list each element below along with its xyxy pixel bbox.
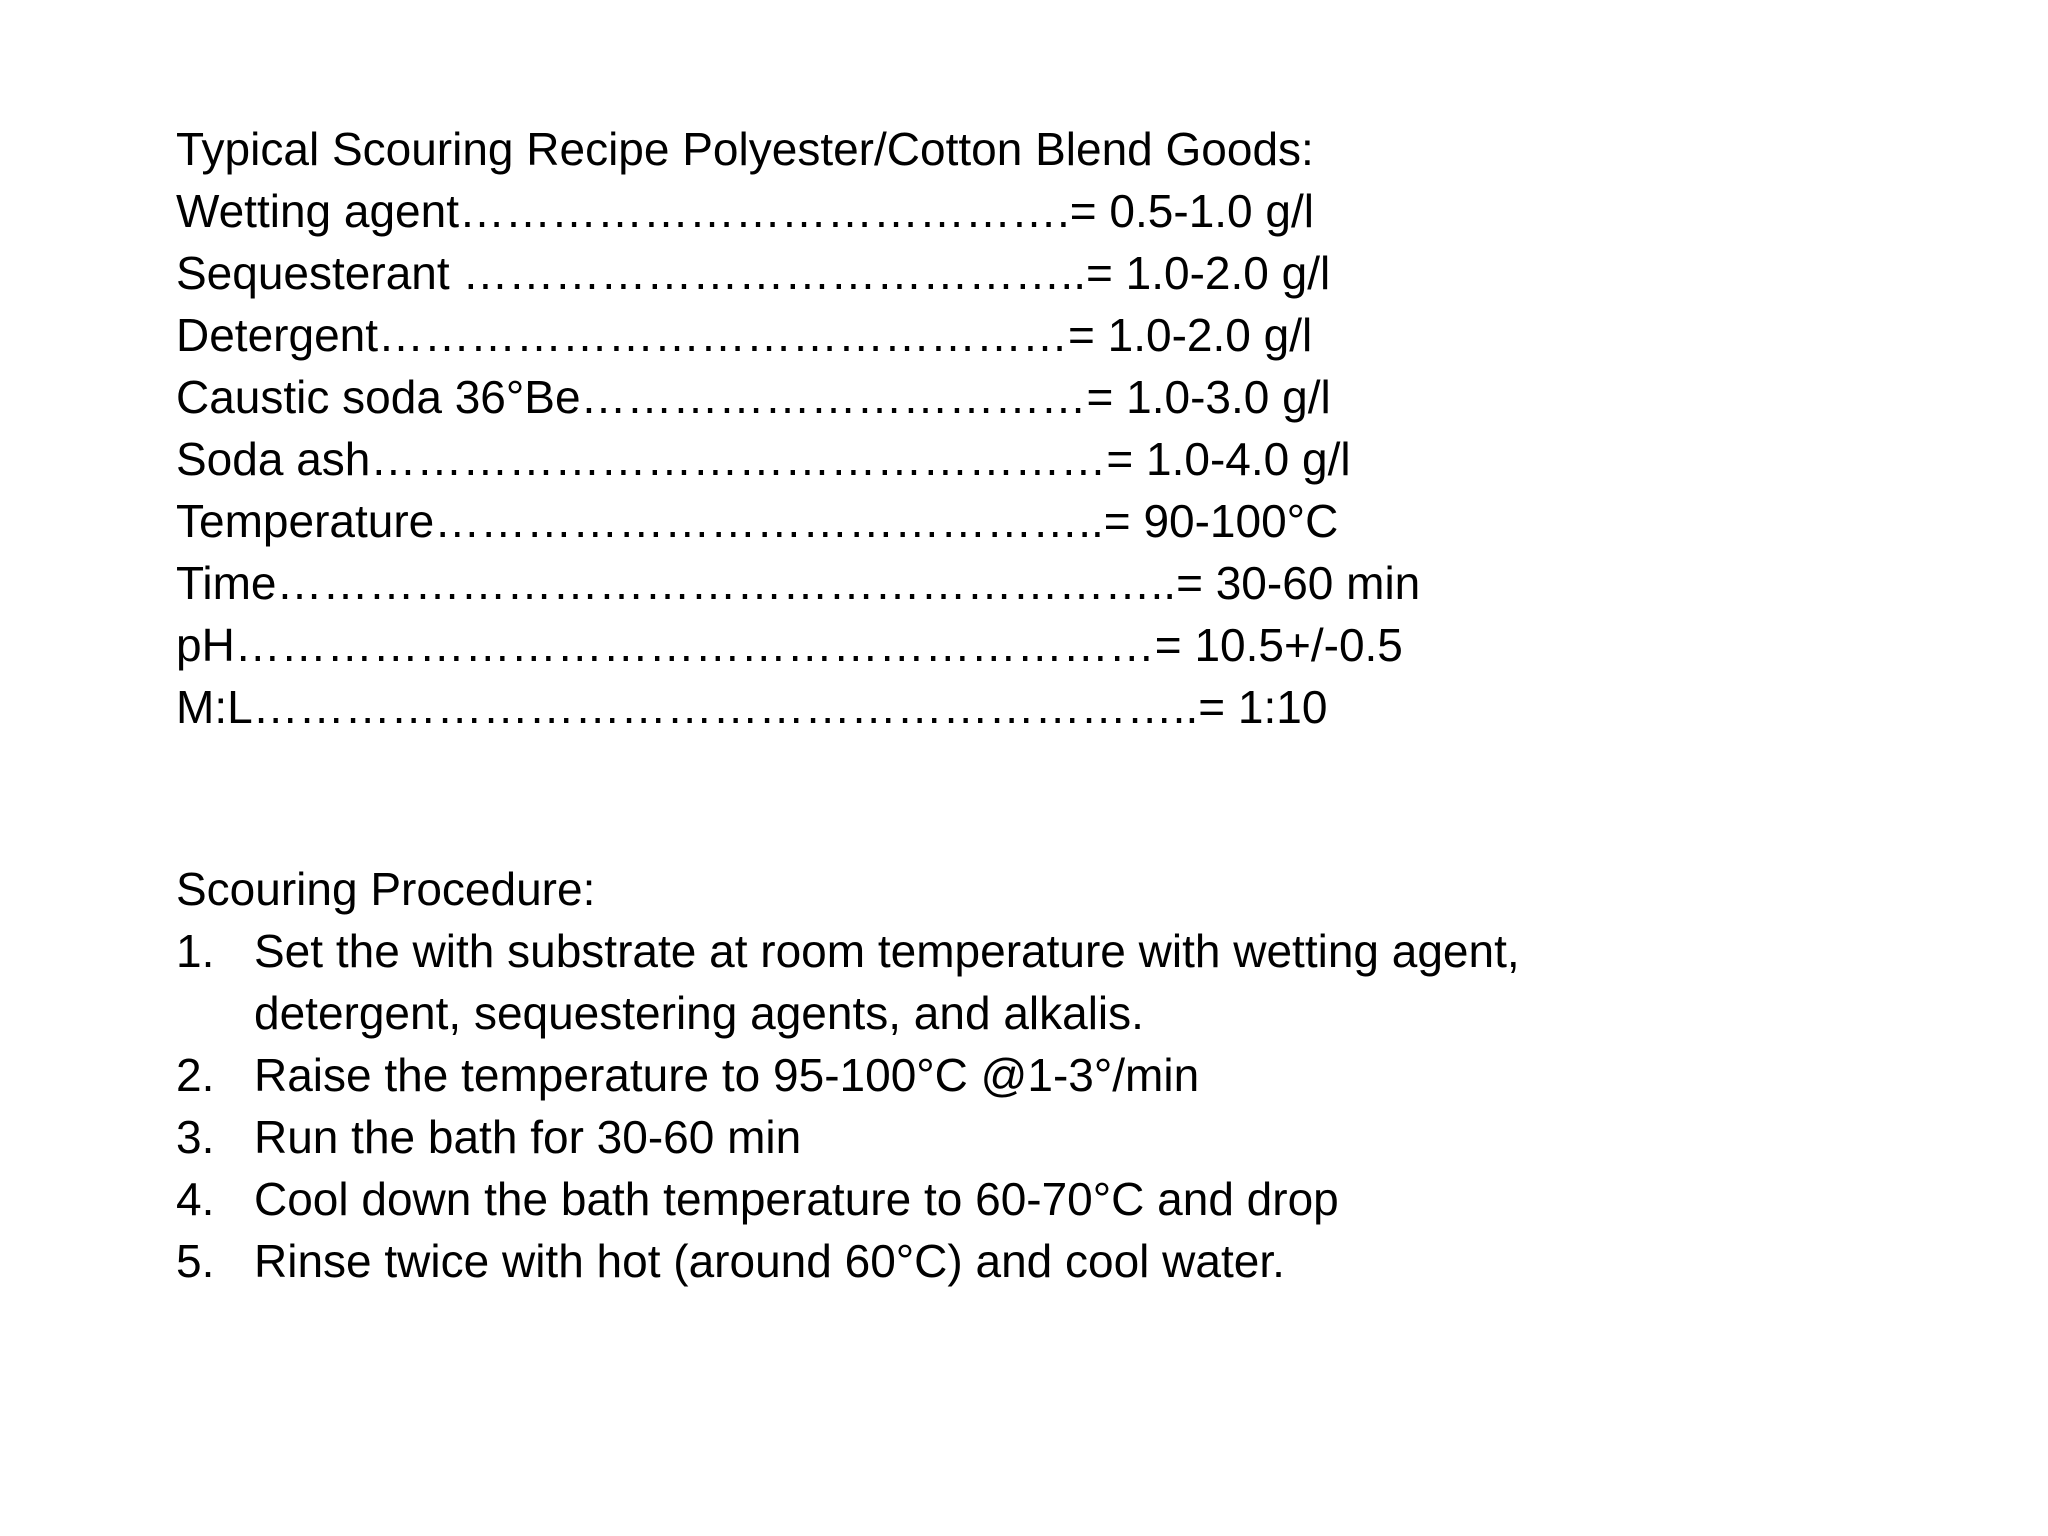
procedure-step: [176, 1230, 1936, 1292]
procedure-steps: [176, 920, 1936, 1292]
recipe-line-time: Time…………………………………………………..= 30-60 min: [176, 557, 1421, 609]
procedure-step: [176, 1044, 1936, 1106]
step-text: Rinse twice with hot (around 60°C) and cool water.: [254, 1235, 1285, 1287]
step-text: Cool down the bath temperature to 60-70°C and drop: [254, 1173, 1339, 1225]
recipe-list: [176, 180, 1936, 738]
step-number: 3.: [176, 1111, 215, 1163]
procedure-title: Scouring Procedure:: [176, 863, 596, 915]
step-number: 4.: [176, 1173, 215, 1225]
recipe-line-caustic-soda: Caustic soda 36°Be……………………………= 1.0-3.0 g/l: [176, 371, 1331, 423]
recipe-line-ml: M:L……………………………………………………..= 1:10: [176, 681, 1328, 733]
step-text: Raise the temperature to 95-100°C @1-3°/min: [254, 1049, 1200, 1101]
step-text: Run the bath for 30-60 min: [254, 1111, 802, 1163]
recipe-line-soda-ash: Soda ash…………………………………………= 1.0-4.0 g/l: [176, 433, 1351, 485]
recipe-line-wetting-agent: Wetting agent………………………………….= 0.5-1.0 g/l: [176, 185, 1315, 237]
procedure-step: [176, 920, 1936, 1044]
recipe-line-sequesterant: Sequesterant …………………………………..= 1.0-2.0 g/l: [176, 247, 1331, 299]
procedure-step: [176, 1168, 1936, 1230]
recipe-title: Typical Scouring Recipe Polyester/Cotton Blend Goods:: [176, 123, 1314, 175]
recipe-line-temperature: Temperature……………………………………..= 90-100°C: [176, 495, 1339, 547]
step-number: 1.: [176, 925, 215, 977]
step-number: 2.: [176, 1049, 215, 1101]
recipe-line-ph: pH……………………………………………………= 10.5+/-0.5: [176, 619, 1403, 671]
procedure-step: [176, 1106, 1936, 1168]
slide-content: [176, 118, 1936, 1292]
recipe-line-detergent: Detergent………………………………………= 1.0-2.0 g/l: [176, 309, 1313, 361]
step-number: 5.: [176, 1235, 215, 1287]
step-text: Set the with substrate at room temperature with wetting agent, detergent, sequestering agents, and alkalis.: [254, 925, 1520, 1039]
